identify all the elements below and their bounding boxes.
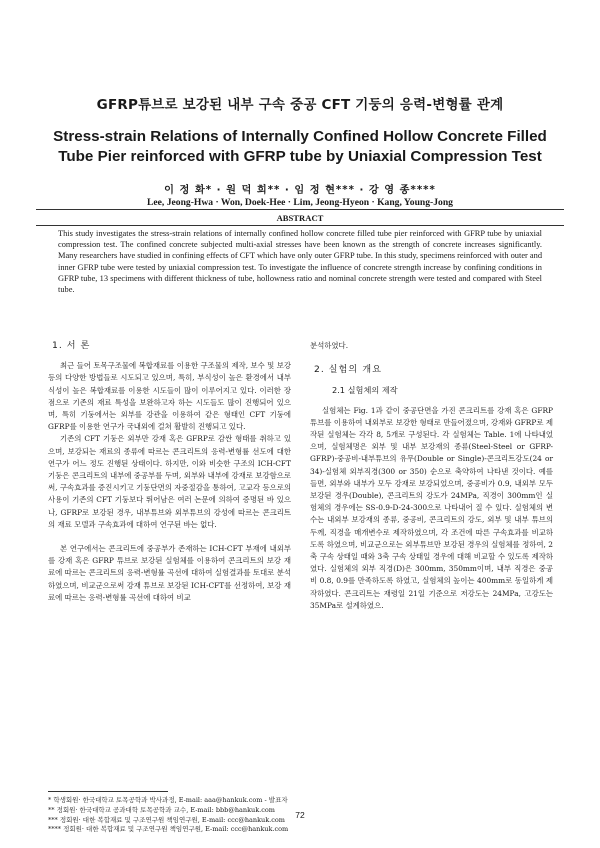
abstract-top-rule [36,209,564,210]
section-heading-intro: 1. 서 론 [52,340,91,351]
page-number: 72 [295,810,305,820]
footnote-item: * 학생회원· 한국대학교 토목공학과 박사과정, E-mail: aaa@hankuk.com - 발표자 [48,796,288,804]
intro-paragraph-3: 본 연구에서는 콘크리트에 중공부가 존재하는 ICH-CFT 부재에 내외부를 강재 혹은 GFRP 튜브로 보강된 실험체를 이용하여 콘크리트의 보강 재료에 따르는 콘크리트의 응력-변형률 곡선에 대하여 실험결과를 토대로 분석하였으며, 비교군으로써 강재 튜브로 보강된 ICH-CFT를 선정하여, 보강 재료에 따르는 응력-변형률 곡선에 대하여 비교 [48,544,291,602]
right-column [310,340,553,612]
abstract-body: This study investigates the stress-strain relations of internally confined hollow concrete filled tube pier reinforced with GFRP tube by uniaxial compression test. The confined concrete subjected multi-axial stresses have been known as the strength of concrete increases significantly. Many researchers have studied in confining effects of CFT which have only outer GFRP tube. In this study, specimens reinforced with outer and inner GFRP tube were tested by uniaxial compression test. To investigate the influence of concrete strength increase by confining conditions in GFRP tube, 13 specimens with different thickness of tube, hollowness ratio and nominal concrete strength were tested and compared with Steel tube. [58,229,543,295]
intro-paragraph-3-continued: 분석하였다. [310,341,349,350]
title-english: Stress-strain Relations of Internally Confined Hollow Concrete Filled Tube Pier reinforced with GFRP tube by Uniaxial Compression Test [53,128,547,165]
abstract-heading-rule [36,225,564,226]
paragraph-gap [48,531,291,543]
section-heading-method: 2. 실험의 개요 [314,364,382,376]
footnote-item: *** 정회원· 대한 복합재료 및 구조연구원 책임연구원, E-mail: ccc@hankuk.com [48,815,285,824]
authors-english: Lee, Jeong-Hwa · Won, Doek-Hee · Lim, Jeong-Hyeon · Kang, Young-Jong [147,197,453,208]
authors-korean: 이 정 화* · 원 덕 희** · 임 정 현*** · 강 영 종**** [164,185,436,196]
paragraph-gap [310,352,553,364]
method-paragraph-1: 실험체는 Fig. 1과 같이 중공단면을 가진 콘크리트를 강재 혹은 GFRP튜브를 이용하여 내외부로 보강한 형태로 만들어졌으며, 강재와 GFRP로 제작된 실험체는 각각 8, 5개로 구성된다. 각 실험체는 Table. 1에 나타내었으며, 실험체명은 외부 및 내부 보강재의 종류(Steel-Steel or GFRP-GFRP)-중공비-내부튜브의 유무(Double or Single)-콘크리트강도(24 or 34)-실험체 외부직경(300 or 350) 순으로 축약하여 나타낸 것이다. 예를 들면, 외부와 내부가 모두 강재로 보강되었으며, 중공비가 0.9, 내외부 모두 보강된 경우(Double), 콘크리트의 강도가 24MPa, 직경이 300mm인 실험체의 경우에는 SS-0.9-D-24-300으로 나타내어 질 수 있다. 실험체의 변수는 내외부 보강재의 종류, 중공비, 콘크리트의 강도, 외부 및 내부 튜브의 두께, 직경을 매개변수로 제작하였으며, 각 조건에 따른 구속효과를 비교하도록 하였으며, 비교군으로는 외부튜브만 보강된 경우의 실험체를 정하여, 2축 구속 상태일 때와 3축 구속 상태일 경우에 대해 비교할 수 있도록 제작하였다. 실험체의 외부 직경(D)은 300mm, 350mm이며, 내부 직경은 중공비 0.8, 0.9를 만족하도록 하였고, 실험체의 높이는 400mm로 동일하게 제작하였다. 콘크리트는 재령일 21일 기준으로 저강도는 24MPa, 고강도는 35MPa로 설계하였으. [310,405,553,610]
footnote-item: ** 정회원· 한국대학교 공과대학 토목공학과 교수, E-mail: bbb@hankuk.com [48,805,275,814]
intro-paragraph-2: 기존의 CFT 기둥은 외부만 강재 혹은 GFRP로 감싼 형태를 취하고 있으며, 보강되는 재료의 종류에 따르는 콘크리트의 응력-변형률 선도에 대한 연구가 어느 정도 진행된 상태이다. 하지만, 이와 비슷한 구조의 ICH-CFT 기둥은 콘크리트의 내부에 중공부를 두며, 외부와 내부에 강재로 보강함으로써, 구속효과를 증진시키고 기둥단면의 자중절감을 통하여, 고교각 등으로의 사용이 기존의 CFT 기둥보다 뛰어남은 여러 논문에 의하여 증명된 바 있으나, GFRP로 보강된 경우, 내부튜브와 외부튜브의 강성에 따르는 콘크리트의 재료 모델과 구속효과에 대하여 연구된 바는 없다. [48,434,291,529]
intro-paragraph-1: 최근 들어 토목구조물에 복합재료를 이용한 구조물의 제작, 보수 및 보강 등의 다양한 방법들로 시도되고 있으며, 특히, 부식성이 높은 환경에서 내부식성이 높은 복합재료를 이용한 시도들이 많이 이루어지고 있다. 이러한 장점으로 기존의 재료 특성을 보완하고자 하는 시도들도 많이 진행되어 있으며, 특히 기둥에서는 외부를 강관을 이용하여 같은 형태인 CFT 기둥에 GFRP를 이용한 연구가 국내외에 걸쳐 활발히 진행되고 있다. [48,361,291,432]
abstract-heading: ABSTRACT [276,213,324,223]
footnote-item: **** 정회원· 대한 복합재료 및 구조연구원 책임연구원, E-mail: ccc@hankuk.com [48,825,289,834]
title-korean: GFRP튜브로 보강된 내부 구속 중공 CFT 기둥의 응력-변형률 관계 [96,97,504,113]
footnote-rule [48,791,168,792]
left-column [48,340,291,604]
subsection-heading-specimen: 2.1 실험체의 제작 [332,385,398,396]
